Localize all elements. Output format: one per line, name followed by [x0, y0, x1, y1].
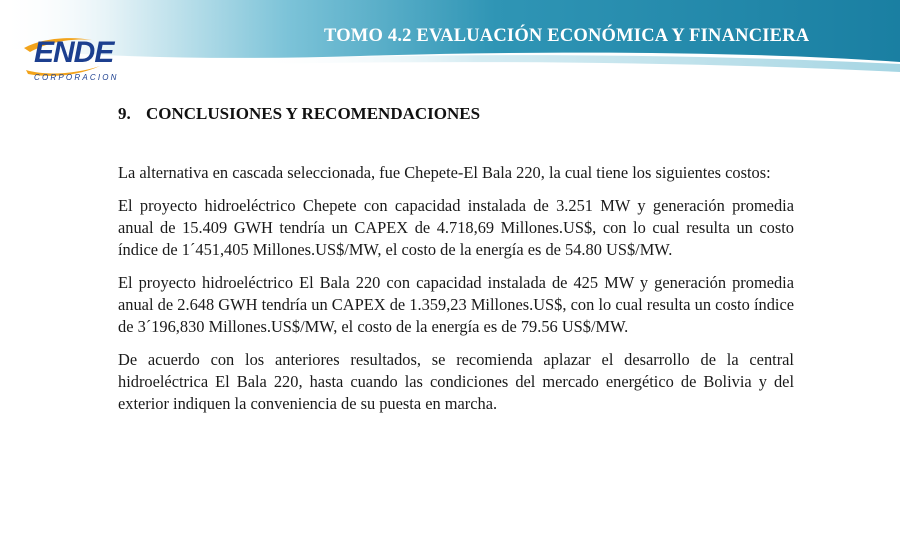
logo-subtitle: CORPORACION — [34, 73, 119, 82]
document-body — [118, 162, 794, 426]
section-number: 9. — [118, 104, 131, 123]
paragraph-intro: La alternativa en cascada seleccionada, fue Chepete-El Bala 220, la cual tiene los siguientes costos: — [118, 163, 771, 182]
section-heading — [118, 104, 480, 124]
tome-title: TOMO 4.2 EVALUACIÓN ECONÓMICA Y FINANCIERA — [324, 26, 810, 46]
ende-logo — [22, 34, 132, 86]
paragraph-chepete: El proyecto hidroeléctrico Chepete con capacidad instalada de 3.251 MW y generación promedia anual de 15.409 GWH tendría un CAPEX de 4.718,69 Millones.US$, con lo cual resulta un costo índice de 1´451,405 Millones.US$/MW, el costo de la energía es de 54.80 US$/MW. — [118, 196, 794, 259]
paragraph-el-bala: El proyecto hidroeléctrico El Bala 220 con capacidad instalada de 425 MW y generación promedia anual de 2.648 GWH tendría un CAPEX de 1.359,23 Millones.US$, con lo cual resulta un costo índice de 3´196,830 Millones.US$/MW, el costo de la energía es de 79.56 US$/MW. — [118, 273, 794, 336]
logo-word: ENDE — [34, 36, 114, 69]
section-title: CONCLUSIONES Y RECOMENDACIONES — [146, 104, 481, 123]
paragraph-recommendation: De acuerdo con los anteriores resultados, se recomienda aplazar el desarrollo de la central hidroeléctrica El Bala 220, hasta cuando las condiciones del mercado energético de Bolivia y del exterior indiquen la conveniencia de su puesta en marcha. — [118, 350, 794, 413]
